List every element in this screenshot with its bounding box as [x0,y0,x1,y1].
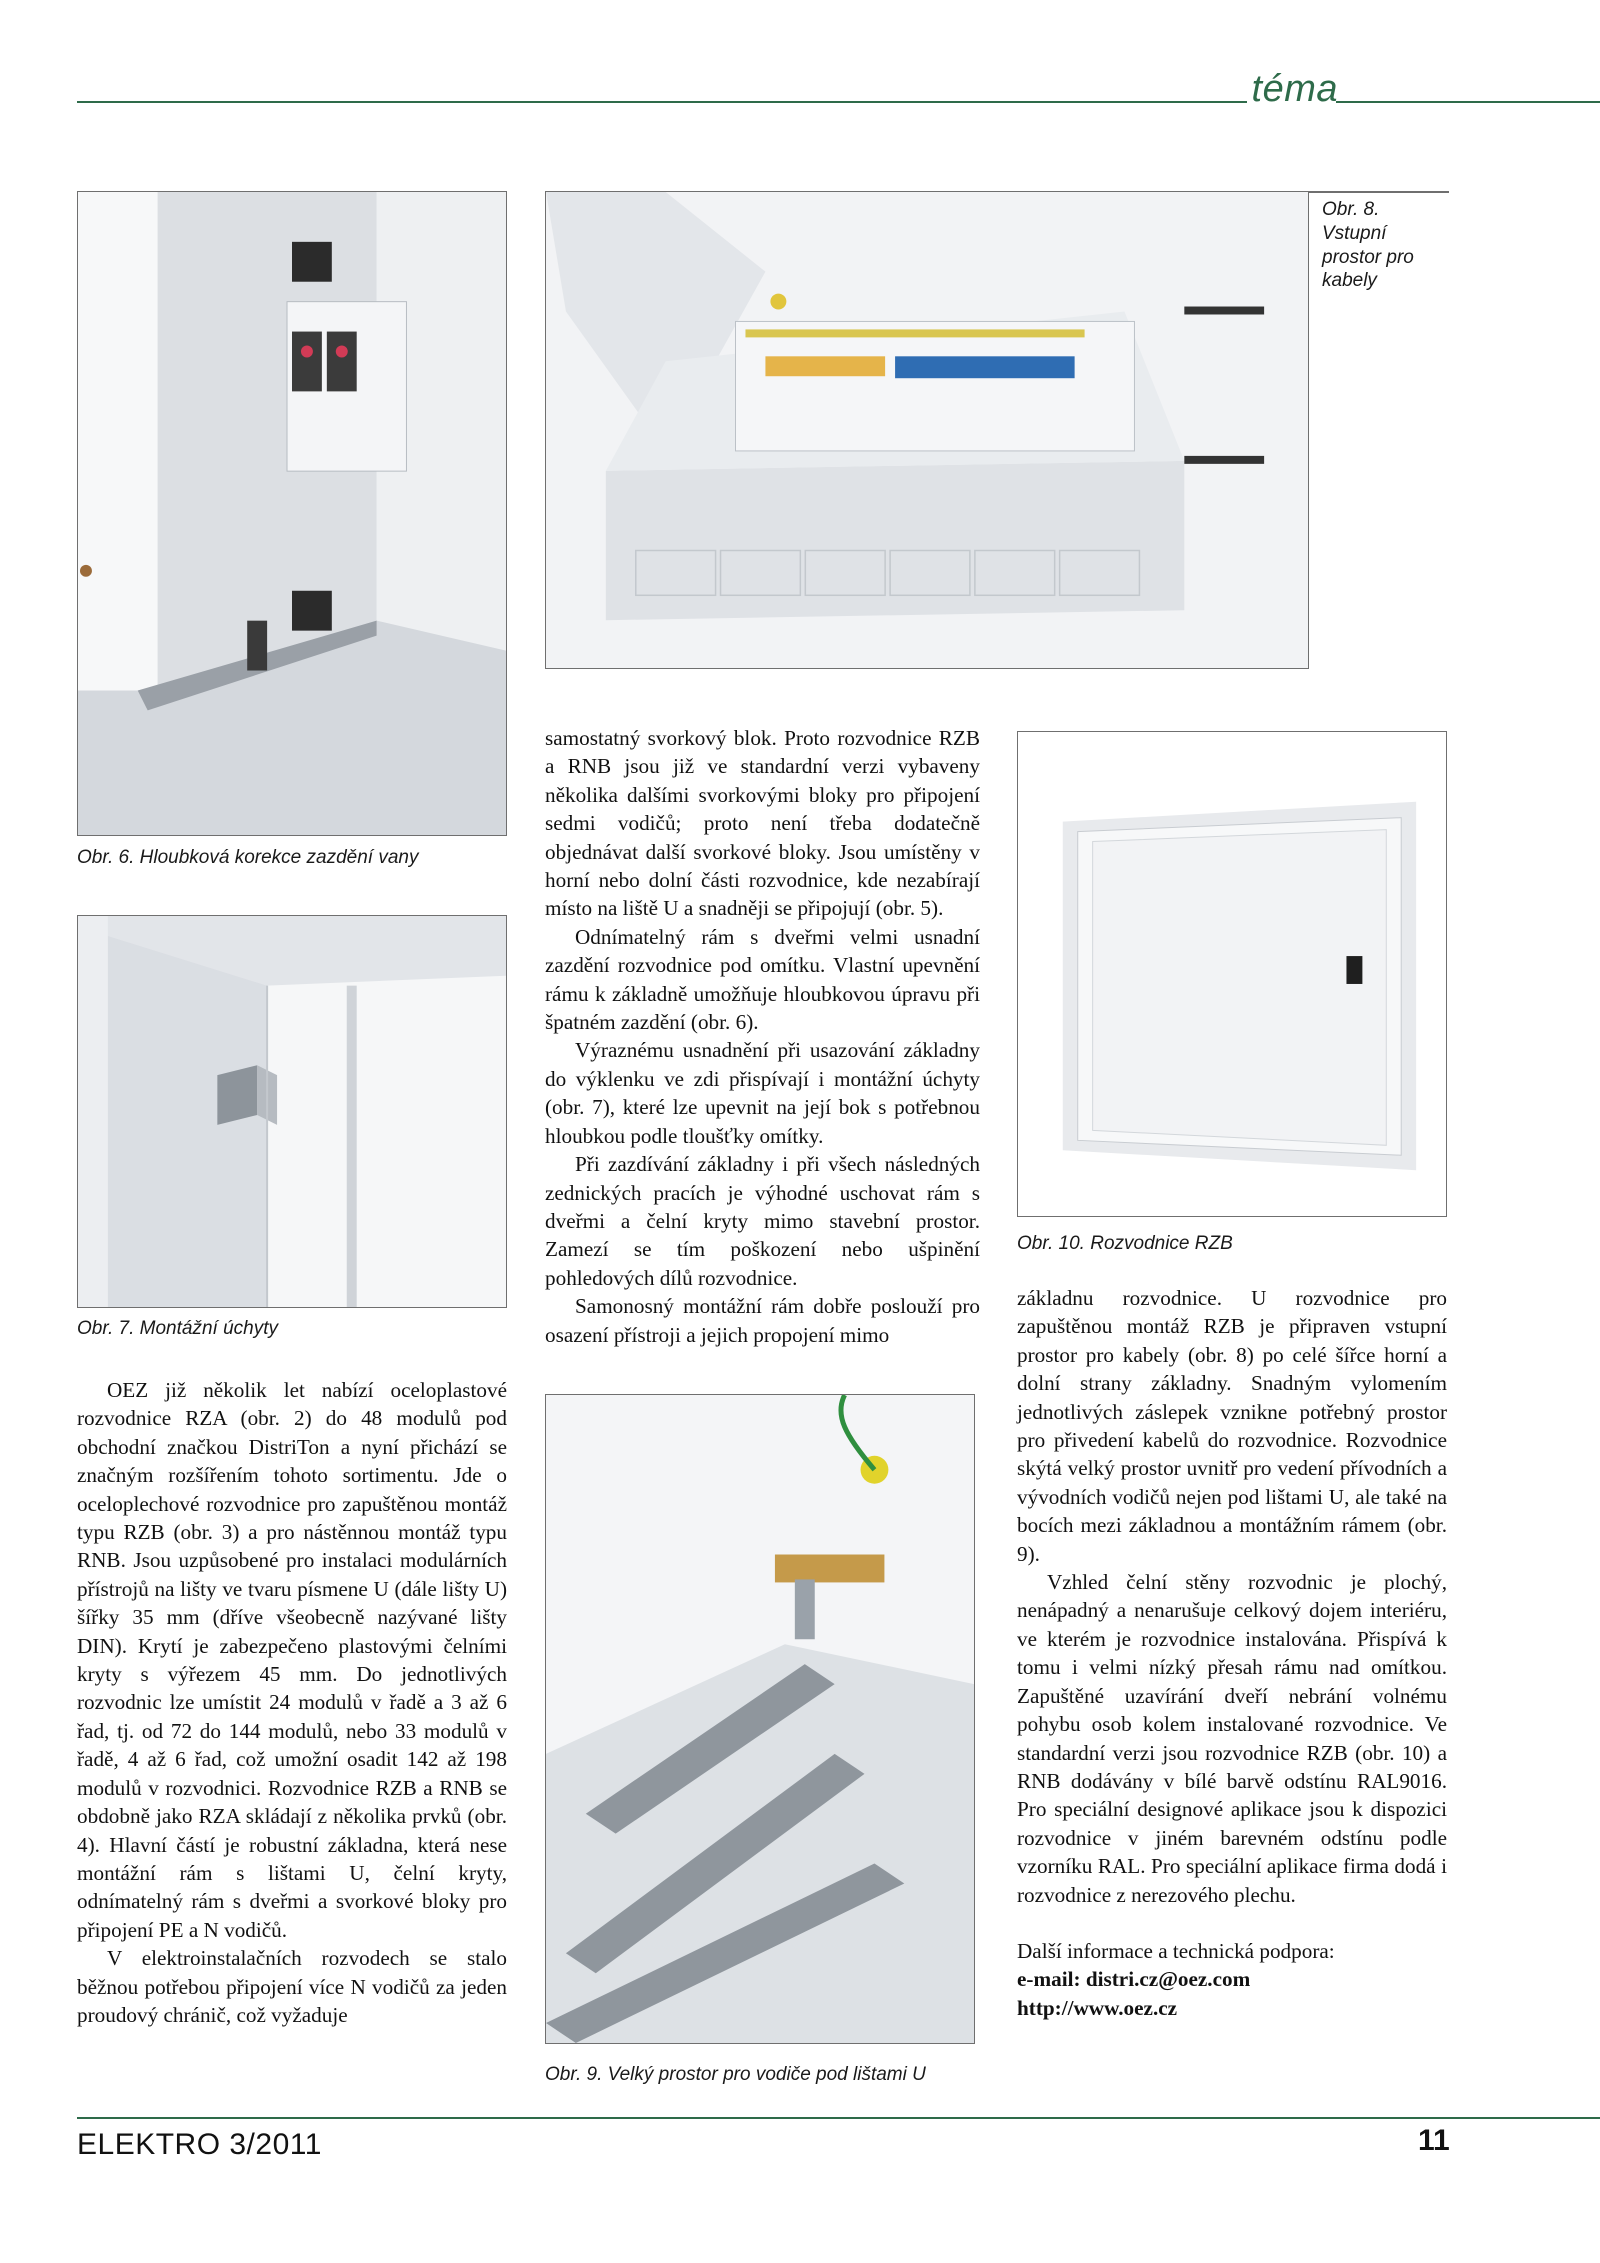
figure-6-photo [77,191,507,836]
col2-paragraph-5: Samonosný montážní rám dobře poslouží pro osazení přístroji a jejich propojení mimo [545,1294,980,1347]
figure-10-photo [1017,731,1447,1217]
col1-paragraph-1: OEZ již několik let nabízí oceloplastové rozvodnice RZA (obr. 2) do 48 modulů pod obchodní značkou DistriTon a nyní přichází se značným rozšířením tohoto sortimentu. Jde o oceloplechové rozvodnice pro zapuštěnou montáž typu RZB (obr. 3) a pro nástěnnou montáž typu RNB. Jsou uzpůsobené pro instalaci modulárních přístrojů na lišty ve tvaru písmene U (dále lišty U) šířky 35 mm (dříve všeobecně nazývané lišty DIN). Krytí je zabezpečeno plastovými čelními kryty s výřezem 45 mm. Do jednotlivých rozvodnic lze umístit 24 modulů v řadě a 3 až 6 řad, tj. od 72 do 144 modulů, nebo 33 modulů v řadě, 4 až 6 řad, což umožní osadit 142 až 198 modulů v rozvodnici. Rozvodnice RZB a RNB se obdobně jako RZA skládají z několika prvků (obr. 4). Hlavní částí je robustní základna, která nese montážní rám s lištami U, čelní kryty, odnímatelný rám s dveřmi a svorkové bloky pro připojení PE a N vodičů. [77,1378,507,1942]
col2-paragraph-2: Odnímatelný rám s dveřmi velmi usnadní zazdění rozvodnice pod omítku. Vlastní upevnění rámu k základně umožňuje hloubkovou úpravu při špatném zazdění (obr. 6). [545,924,980,1035]
figure-8-caption-line-4: kabely [1322,270,1377,292]
col2-paragraph-1: samostatný svorkový blok. Proto rozvodnice RZB a RNB jsou již ve standardní verzi vybaveny několika dalšími svorkovými bloky pro připojení sedmi vodičů; proto není třeba dodatečně objednávat další svorkové bloky. Jsou umístěny v horní nebo dolní části rozvodnice, kde nezabírají místo na liště U a snadněji se připojují (obr. 5). [545,726,980,921]
figure-9-caption: Obr. 9. Velký prostor pro vodiče pod lištami U [545,2064,926,2085]
footer-rule [77,2117,1600,2119]
figure-8-caption-line-2: Vstupní [1322,222,1387,244]
figure-7-image [78,916,506,1307]
figure-8-side-rule [1309,191,1449,193]
col3-paragraph-1: základnu rozvodnice. U rozvodnice pro zapuštěnou montáž RZB je připraven vstupní prostor pro kabely (obr. 8) po celé šířce horní a dolní strany základny. Snadným vylomením jednotlivých záslepek vznikne potřebný prostor pro přivedení kabelů do rozvodnice. Rozvodnice skýtá velký prostor uvnitř pro vedení přívodních a vývodních vodičů nejen pod lištami U, ale také na bocích mezi základnou a montážním rámem (obr. 9). [1017,1286,1447,1566]
figure-7-caption: Obr. 7. Montážní úchyty [77,1318,278,1339]
figure-8-photo [545,191,1309,669]
figure-10-image [1018,732,1446,1216]
header-rule-left [77,101,1247,103]
col1-paragraph-2: V elektroinstalačních rozvodech se stalo běžnou potřebou připojení více N vodičů za jeden proudový chránič, což vyžaduje [77,1946,507,2027]
col3-paragraph-2: Vzhled čelní stěny rozvodnic je plochý, nenápadný a nenarušuje celkový dojem interiéru, ve kterém je rozvodnice instalována. Přispívá k tomu i velmi nízký přesah rámu nad omítkou. Zapuštěné uzavírání dveří nebrání volnému pohybu osob kolem instalované rozvodnice. Ve standardní verzi jsou rozvodnice RZB (obr. 10) a RNB dodávány v bílé barvě odstínu RAL9016. Pro speciální designové aplikace jsou k dispozici rozvodnice v jiném barevném odstínu podle vzorníku RAL. Pro speciální aplikace firma dodá i rozvodnice z nerezového plechu. [1017,1570,1447,1907]
figure-9-photo [545,1394,975,2044]
col2-paragraph-4: Při zazdívání základny i při všech následných zednických pracích je výhodné uschovat rám s dveřmi a čelní kryty mimo stavební prostor. Zamezí se tím poškození nebo ušpinění pohledových dílů rozvodnice. [545,1152,980,1290]
contact-email[interactable]: e-mail: distri.cz@oez.com [1017,1967,1251,1992]
text-column-2 [545,724,980,1349]
section-topic: téma [1251,68,1338,110]
header-rule-right [1336,101,1600,103]
figure-8-caption [1322,198,1414,293]
figure-10-caption: Obr. 10. Rozvodnice RZB [1017,1233,1233,1254]
contact-label: Další informace a technická podpora: [1017,1938,1335,1963]
figure-9-image [546,1395,974,2043]
contact-website[interactable]: http://www.oez.cz [1017,1995,1178,2020]
figure-7-photo [77,915,507,1308]
figure-6-image [78,192,506,835]
figure-8-caption-line-1: Obr. 8. [1322,199,1380,220]
figure-6-caption: Obr. 6. Hloubková korekce zazdění vany [77,847,419,868]
text-column-3 [1017,1284,1447,2022]
text-column-1 [77,1376,507,2029]
col2-paragraph-3: Výraznému usnadnění při usazování základny do výklenku ve zdi přispívají i montážní úchyty (obr. 7), které lze upevnit na její bok s potřebnou hloubkou podle tloušťky omítky. [545,1038,980,1148]
figure-8-image [546,192,1308,668]
page-number: 11 [1418,2124,1450,2157]
figure-8-caption-line-3: prostor pro [1322,246,1414,268]
contact-block [1017,1937,1447,2022]
magazine-issue: ELEKTRO 3/2011 [77,2128,322,2161]
